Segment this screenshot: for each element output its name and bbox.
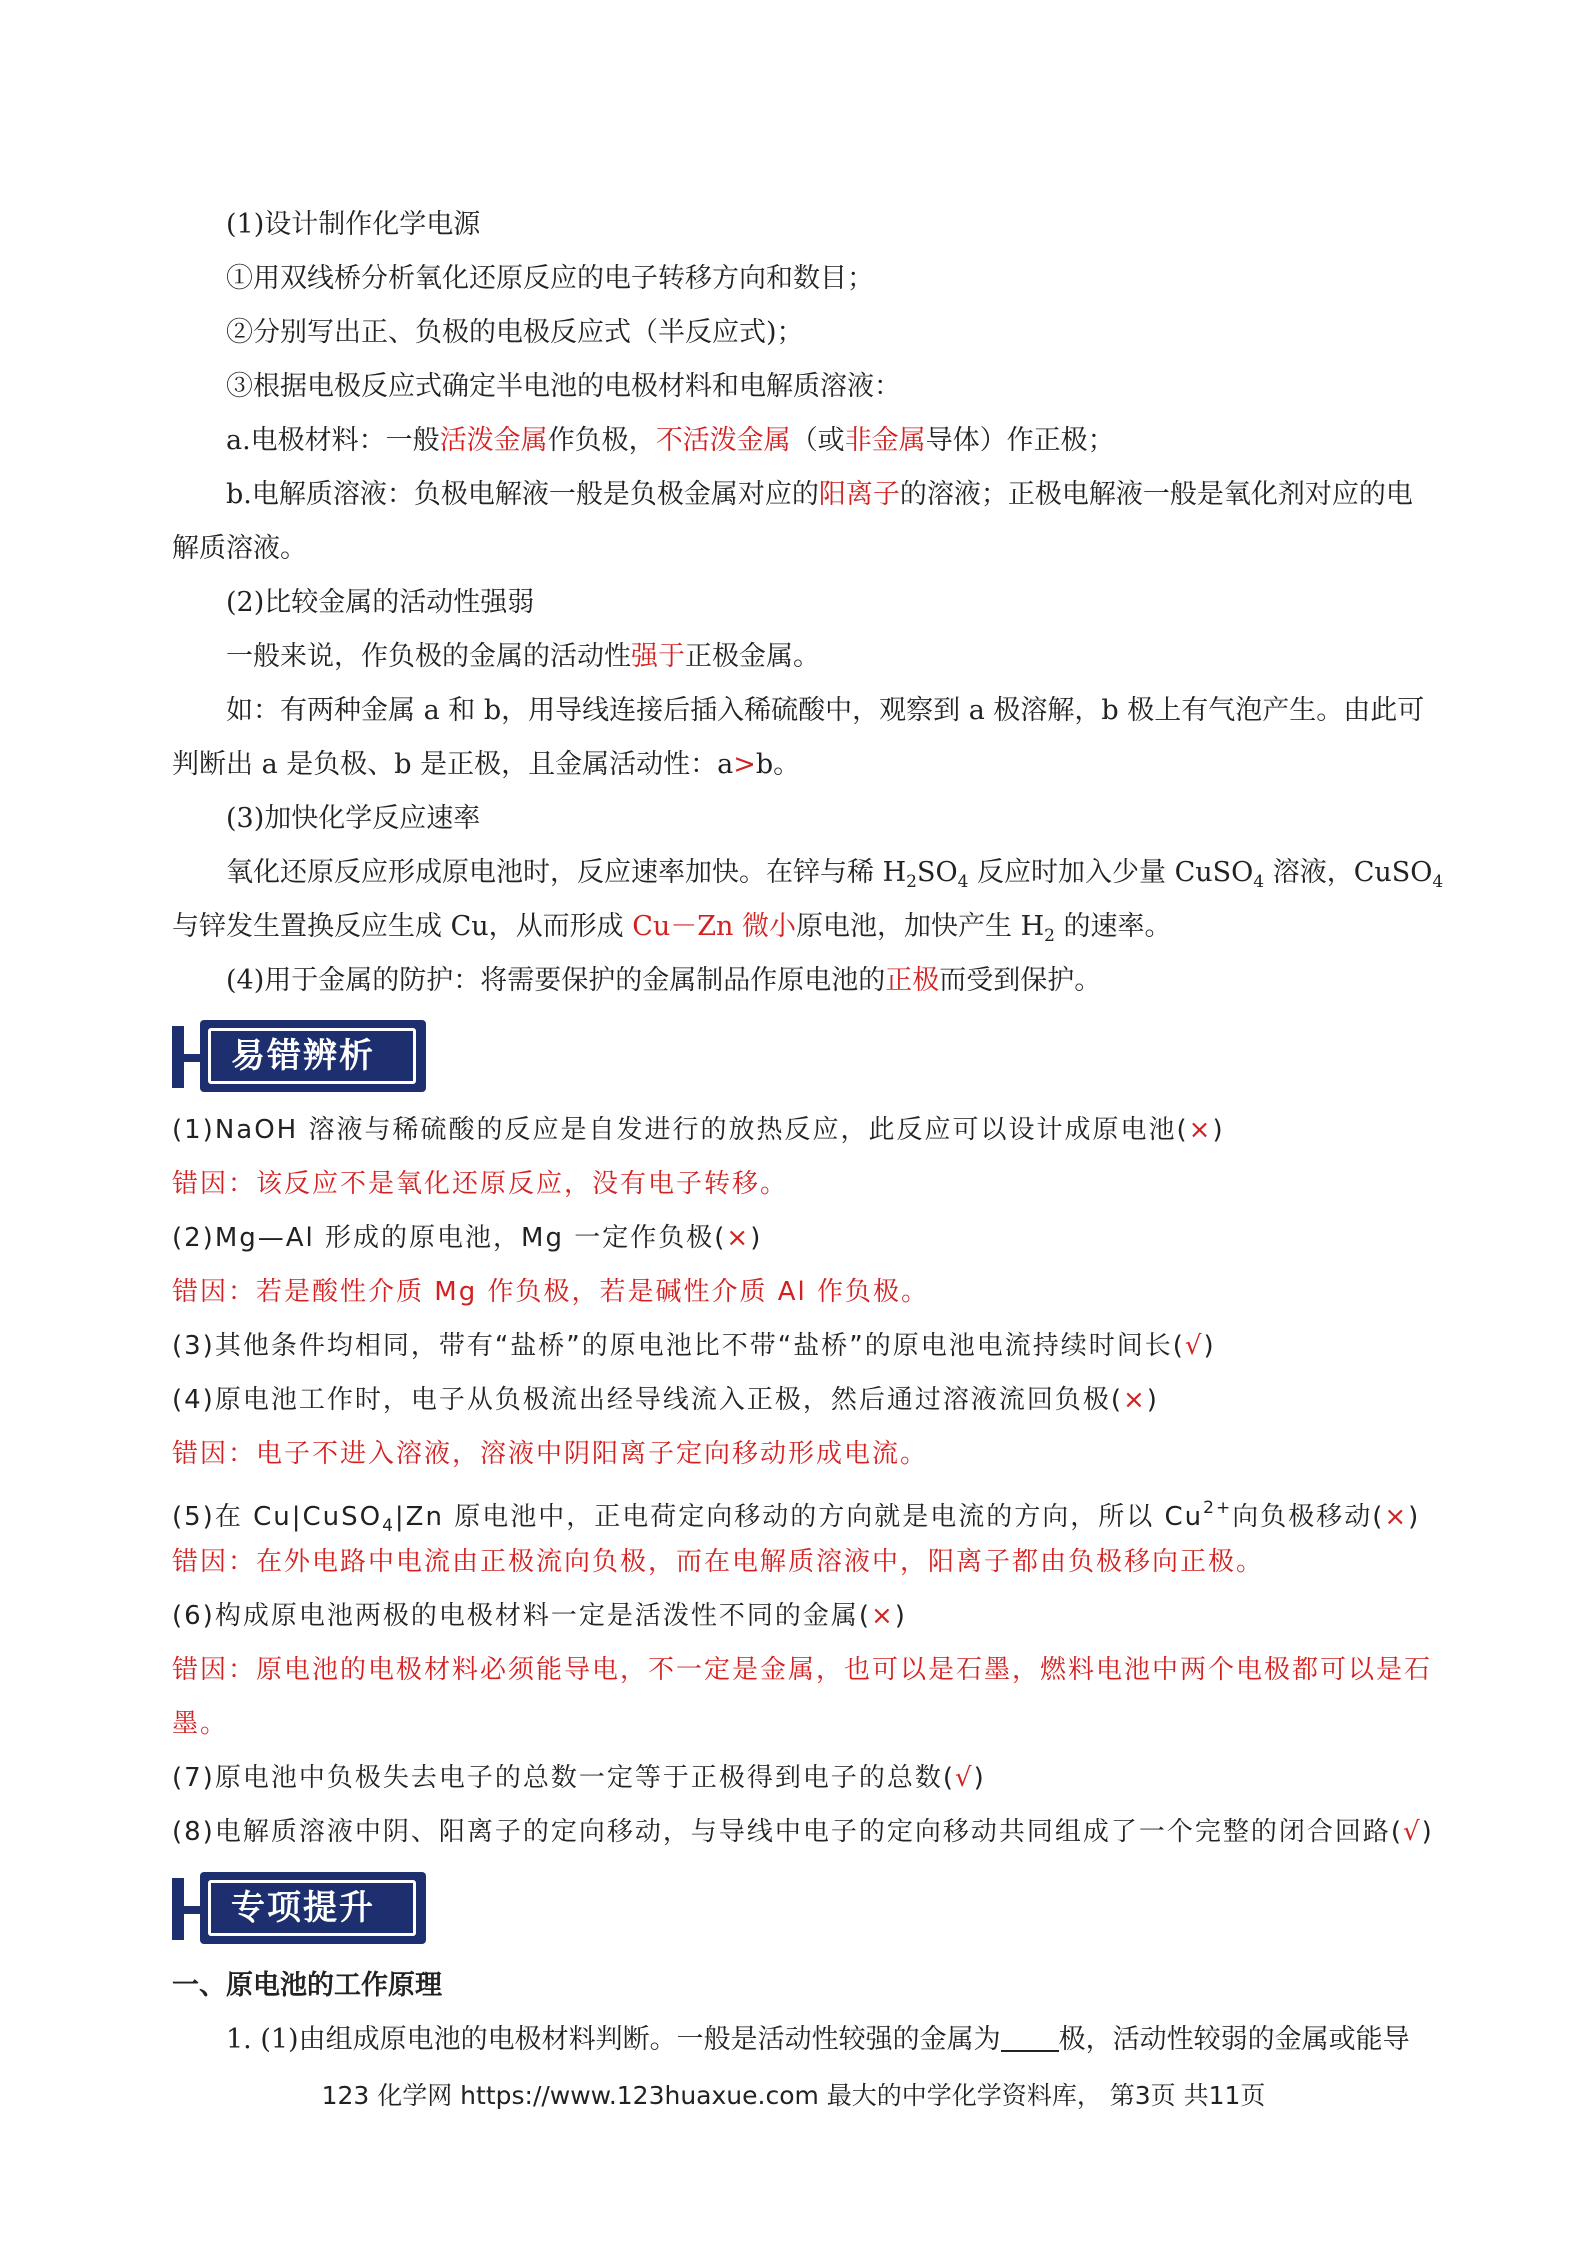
banner-title: 专项提升 <box>208 1880 416 1936</box>
banner-bar <box>172 1026 184 1088</box>
example-line-1: 如：有两种金属 a 和 b，用导线连接后插入稀硫酸中，观察到 a 极溶解，b 极上有气泡产生。由此可 <box>226 695 1425 726</box>
highlight-nonmetal: 非金属 <box>844 425 926 456</box>
error-reason-6-cont: 墨。 <box>172 1709 229 1739</box>
highlight-active-metal: 活泼金属 <box>439 425 548 456</box>
heading-compare-activity: (2)比较金属的活动性强弱 <box>226 587 535 618</box>
cross-mark: × <box>726 1223 751 1253</box>
cross-mark: × <box>870 1601 895 1631</box>
question-1: 1. (1)由组成原电池的电极材料判断。一般是活动性较强的金属为 极，活动性较弱的金属或能导 <box>226 2024 1410 2055</box>
banner-bar <box>172 1878 184 1940</box>
banner-special-improvement <box>172 1872 428 1948</box>
cross-mark: × <box>1384 1502 1409 1532</box>
electrolyte-line: b.电解质溶液：负极电解液一般是负极金属对应的阳离子的溶液；正极电解液一般是氧化剂对应的电 <box>226 479 1413 510</box>
error-item-3: (3)其他条件均相同，带有“盐桥”的原电池比不带“盐桥”的原电池电流持续时间长(√) <box>172 1331 1216 1361</box>
banner-title: 易错辨析 <box>208 1028 416 1084</box>
check-mark: √ <box>1402 1817 1422 1847</box>
error-reason-1: 错因：该反应不是氧化还原反应，没有电子转移。 <box>172 1169 789 1199</box>
highlight-positive-pole: 正极 <box>885 965 940 996</box>
highlight-stronger: 强于 <box>631 641 685 672</box>
error-item-6: (6)构成原电池两极的电极材料一定是活泼性不同的金属(×) <box>172 1601 907 1631</box>
page-footer: 123 化学网 https://www.123huaxue.com 最大的中学化学资料库， 第3页 共11页 <box>321 2081 1266 2110</box>
cross-mark: × <box>1122 1385 1147 1415</box>
section-heading: 一、原电池的工作原理 <box>172 1970 442 2001</box>
error-reason-6: 错因：原电池的电极材料必须能导电，不一定是金属，也可以是石墨，燃料电池中两个电极都可以是石 <box>172 1655 1433 1685</box>
activity-rule: 一般来说，作负极的金属的活动性强于正极金属。 <box>226 641 820 672</box>
rate-line-1: 氧化还原反应形成原电池时，反应速率加快。在锌与稀 $H_2SO_4$ 反应时加入少量 CuSO$_4$ 溶液，CuSO$_4$ <box>226 857 1444 892</box>
heading-design-power: (1)设计制作化学电源 <box>226 209 481 240</box>
error-item-8: (8)电解质溶液中阴、阳离子的定向移动，与导线中电子的定向移动共同组成了一个完整的闭合回路(√) <box>172 1817 1434 1847</box>
error-item-2: (2)Mg—Al 形成的原电池，Mg 一定作负极(×) <box>172 1223 763 1253</box>
highlight-inactive-metal: 不活泼金属 <box>655 425 791 456</box>
step-2: ②分别写出正、负极的电极反应式（半反应式)； <box>226 317 804 348</box>
error-item-7: (7)原电池中负极失去电子的总数一定等于正极得到电子的总数(√) <box>172 1763 986 1793</box>
error-item-5: (5)在 Cu|CuSO$_4$|Zn 原电池中，正电荷定向移动的方向就是电流的方向，所以 $Cu^{2+}$向负极移动(×) <box>172 1498 1421 1536</box>
protection-line: (4)用于金属的防护：将需要保护的金属制品作原电池的正极而受到保护。 <box>226 965 1102 996</box>
highlight-greater: > <box>733 749 756 780</box>
highlight-micro-cell: Cu－Zn 微小 <box>632 911 796 942</box>
error-item-4: (4)原电池工作时，电子从负极流出经导线流入正极，然后通过溶液流回负极(×) <box>172 1385 1159 1415</box>
example-line-2: 判断出 a 是负极、b 是正极，且金属活动性：a>b。 <box>172 749 801 780</box>
error-reason-5: 错因：在外电路中电流由正极流向负极，而在电解质溶液中，阳离子都由负极移向正极。 <box>172 1547 1265 1577</box>
error-reason-2: 错因：若是酸性介质 Mg 作负极，若是碱性介质 Al 作负极。 <box>172 1277 930 1307</box>
heading-speed-reaction: (3)加快化学反应速率 <box>226 803 481 834</box>
check-mark: √ <box>1184 1331 1204 1361</box>
error-item-1: (1)NaOH 溶液与稀硫酸的反应是自发进行的放热反应，此反应可以设计成原电池(×) <box>172 1115 1225 1145</box>
electrode-material-line: a.电极材料：一般活泼金属作负极，不活泼金属（或非金属导体）作正极； <box>226 425 1115 456</box>
banner-error-analysis <box>172 1020 428 1096</box>
error-reason-4: 错因：电子不进入溶液，溶液中阴阳离子定向移动形成电流。 <box>172 1439 929 1469</box>
check-mark: √ <box>954 1763 974 1793</box>
rate-line-2: 与锌发生置换反应生成 Cu，从而形成 Cu－Zn 微小原电池，加快产生 $H_2$ 的速率。 <box>172 911 1172 946</box>
highlight-cation: 阳离子 <box>818 479 900 510</box>
electrolyte-line-cont: 解质溶液。 <box>172 533 307 564</box>
cross-mark: × <box>1188 1115 1213 1145</box>
step-3: ③根据电极反应式确定半电池的电极材料和电解质溶液： <box>226 371 901 402</box>
step-1: ①用双线桥分析氧化还原反应的电子转移方向和数目； <box>226 263 874 294</box>
answer-blank[interactable] <box>1001 2024 1059 2052</box>
